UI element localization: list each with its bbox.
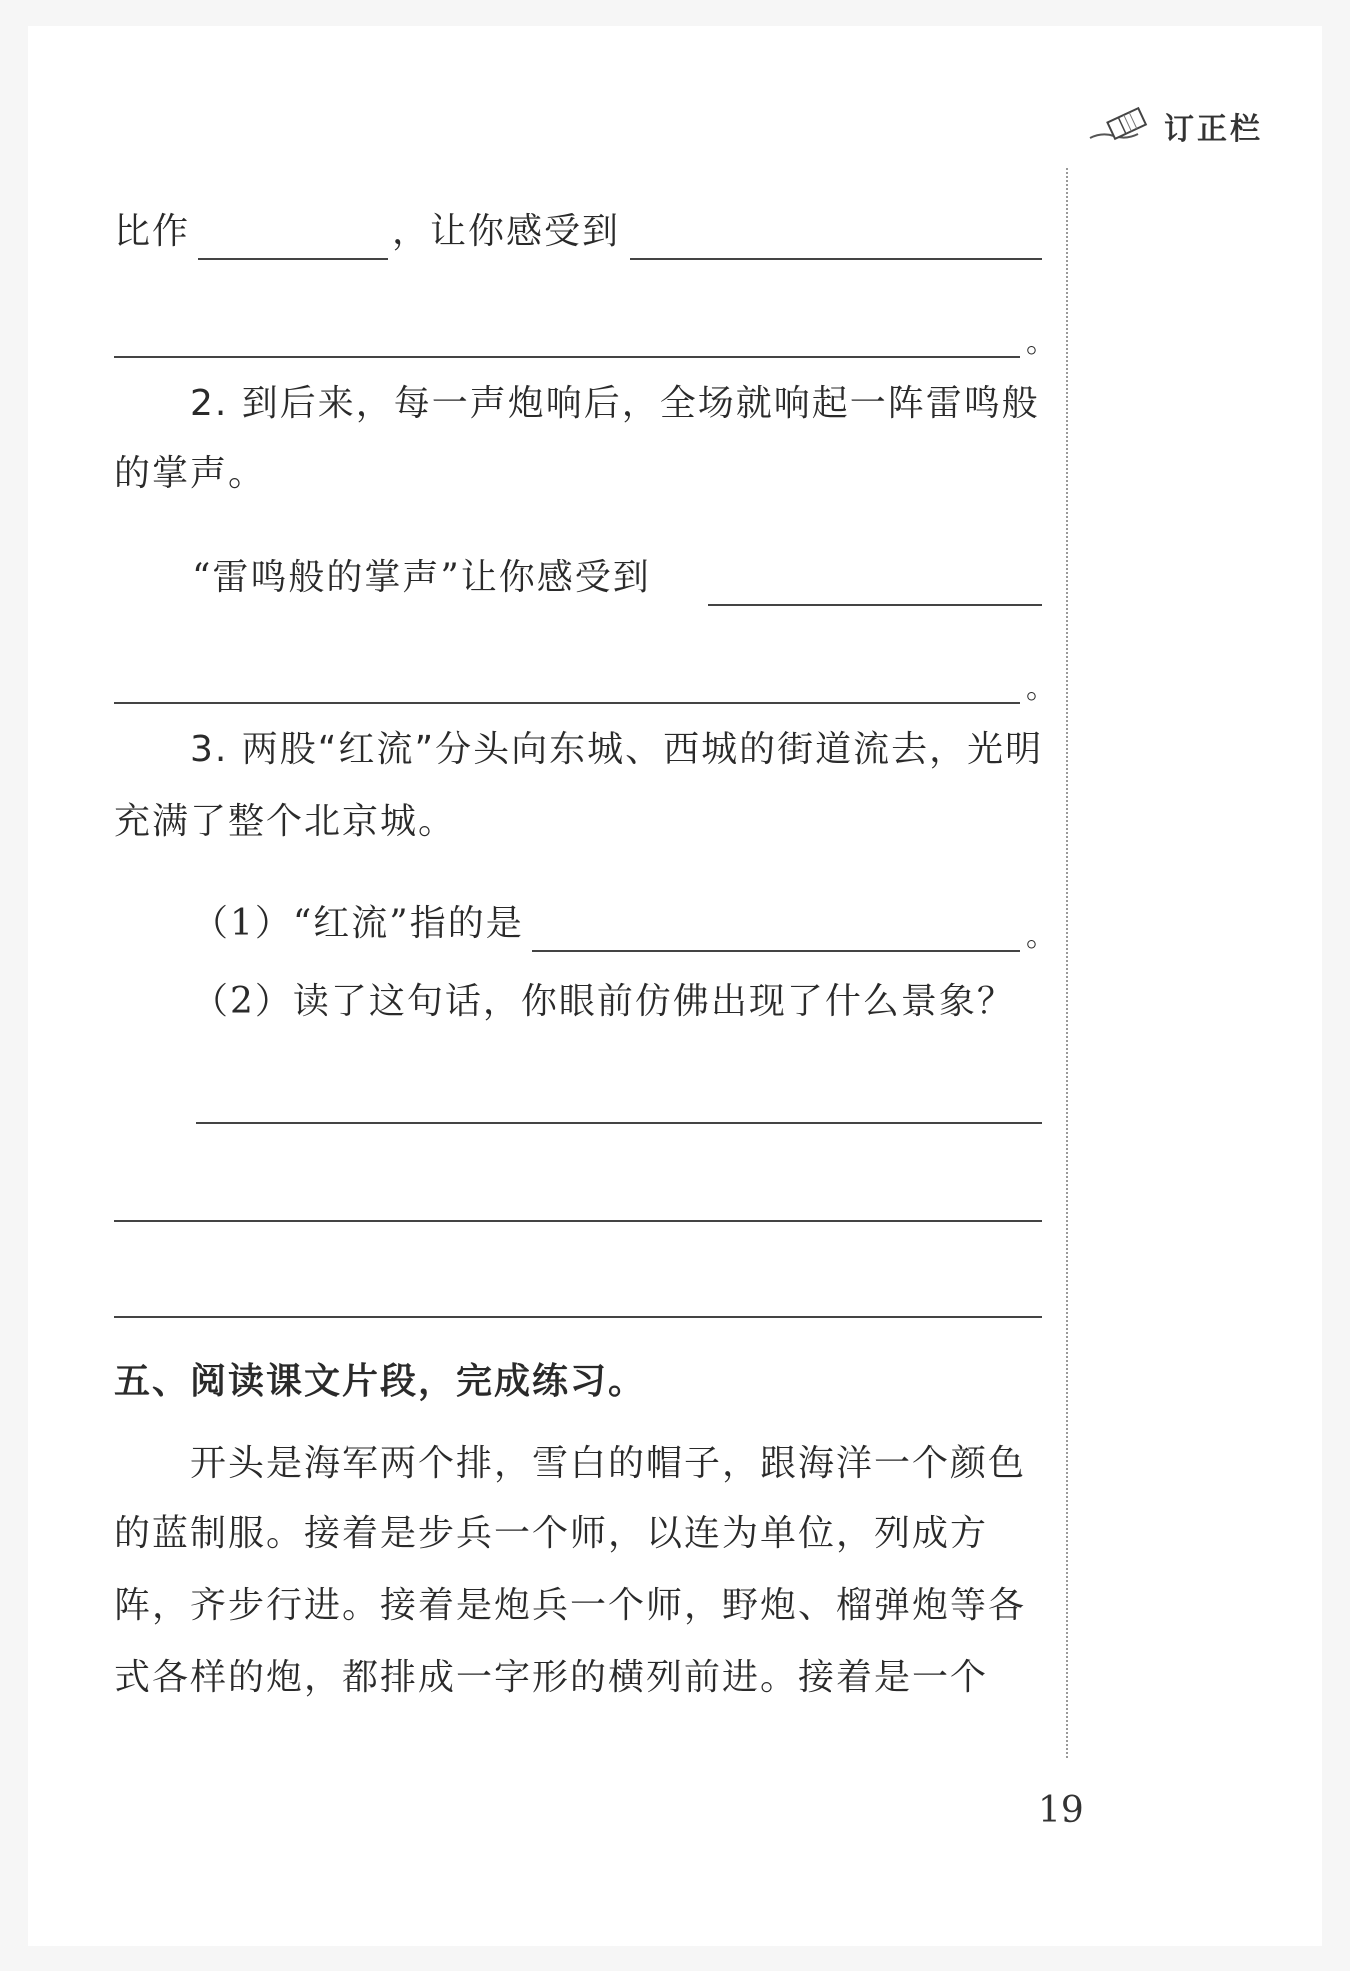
q2-line2: 的掌声。 [114, 453, 267, 494]
q1-prefix: 比作 [114, 211, 191, 252]
section5-heading: 五、阅读课文片段，完成练习。 [114, 1361, 647, 1402]
q1-blank-metaphor[interactable] [198, 258, 388, 260]
q2-end-mark: 。 [1026, 671, 1056, 706]
passage-line-2: 的蓝制服。接着是步兵一个师，以连为单位，列成方 [114, 1513, 989, 1554]
passage-line-4: 式各样的炮，都排成一字形的横列前进。接着是一个 [114, 1657, 989, 1698]
passage-line-1: 开头是海军两个排，雪白的帽子，跟海洋一个颜色 [190, 1443, 1027, 1484]
correction-column-divider [1066, 168, 1068, 1758]
q2-blank-line2[interactable] [114, 702, 1020, 704]
q3-sub2-blank-line2[interactable] [114, 1220, 1042, 1222]
correction-header [1088, 104, 1263, 148]
q3-line1: 3. 两股“红流”分头向东城、西城的街道流去，光明 [190, 729, 1044, 770]
q1-blank-feeling[interactable] [630, 258, 1042, 260]
page-number: 19 [1038, 1790, 1084, 1831]
q2-prompt: “雷鸣般的掌声”让你感受到 [192, 557, 651, 598]
q1-end-mark: 。 [1026, 325, 1056, 360]
q2-blank-line1[interactable] [708, 604, 1042, 606]
q1-blank-feeling-line2[interactable] [114, 356, 1020, 358]
correction-label: 订正栏 [1164, 112, 1263, 147]
q3-sub2-blank-line3[interactable] [114, 1316, 1042, 1318]
passage-line-3: 阵，齐步行进。接着是炮兵一个师，野炮、榴弹炮等各 [114, 1585, 1027, 1626]
q3-sub1-prompt: （1）“红流”指的是 [192, 903, 524, 944]
q3-sub2-blank-line1[interactable] [196, 1122, 1042, 1124]
q3-sub1-end-mark: 。 [1026, 919, 1056, 954]
q3-sub1-blank[interactable] [532, 950, 1020, 952]
eraser-pencil-icon [1088, 104, 1158, 148]
q1-middle: ，让你感受到 [392, 211, 621, 252]
q3-sub2-prompt: （2）读了这句话，你眼前仿佛出现了什么景象？ [192, 981, 1015, 1022]
q2-line1: 2. 到后来，每一声炮响后，全场就响起一阵雷鸣般 [190, 383, 1040, 424]
q3-line2: 充满了整个北京城。 [114, 801, 457, 842]
